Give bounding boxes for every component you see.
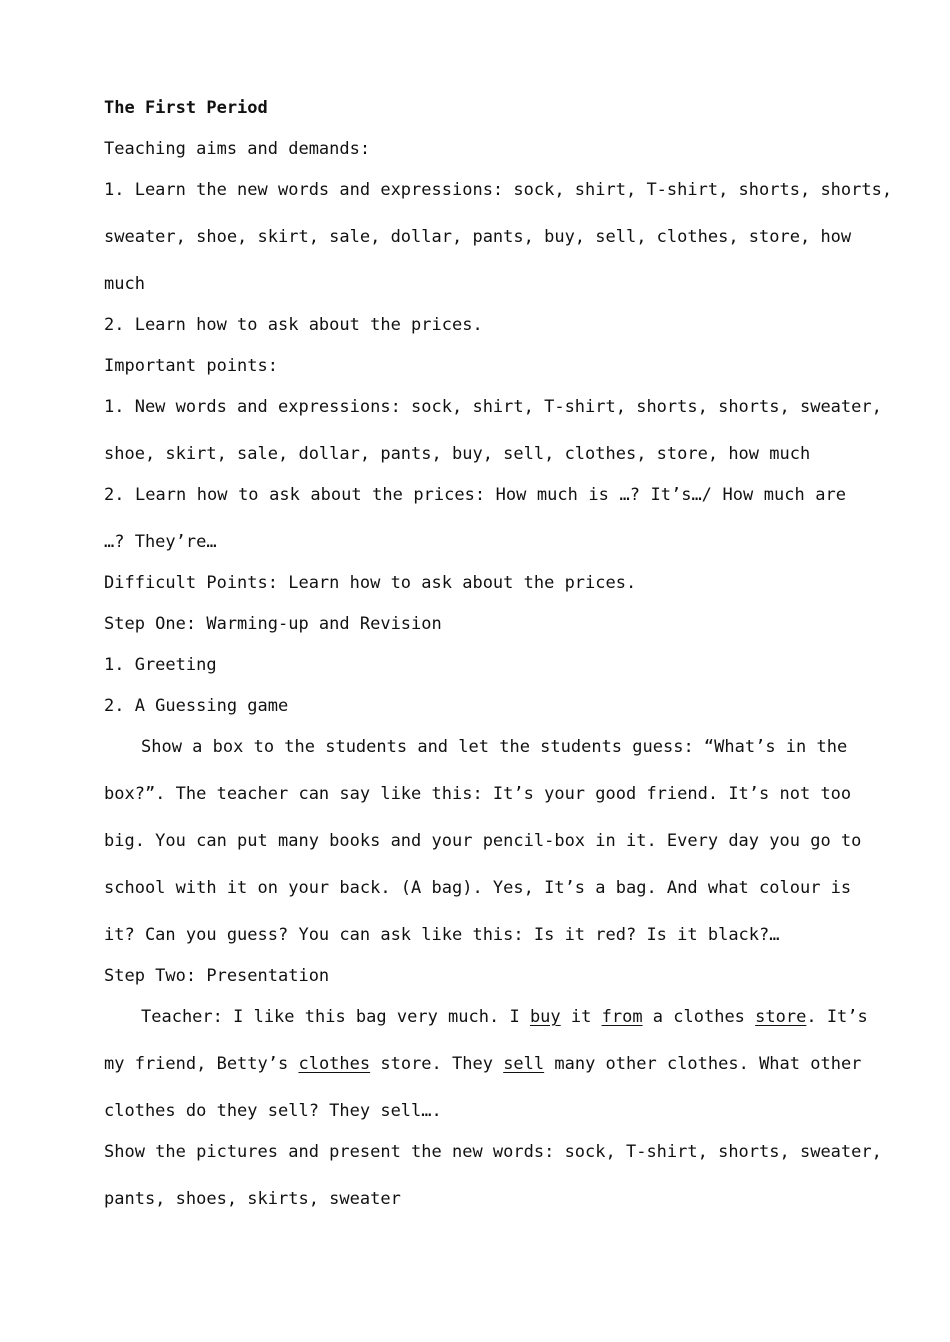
step-one-item-1: 1. Greeting xyxy=(104,655,217,675)
important-item-1-line-2: shoe, skirt, sale, dollar, pants, buy, sell, clothes, store, how much xyxy=(104,444,811,464)
guessing-paragraph-line-5: it? Can you guess? You can ask like this: Is it red? Is it black?… xyxy=(104,925,780,945)
aims-item-1-line-3: much xyxy=(104,274,145,294)
step-two-heading: Step Two: Presentation xyxy=(104,966,330,986)
show-pictures-line-1: Show the pictures and present the new words: sock, T-shirt, shorts, sweater, xyxy=(104,1142,882,1162)
document-title: The First Period xyxy=(104,98,268,118)
guessing-paragraph-line-2: box?”. The teacher can say like this: It’s your good friend. It’s not too xyxy=(104,784,852,804)
presentation-paragraph-line-2 xyxy=(104,1053,862,1075)
text-span: store. They xyxy=(370,1054,504,1074)
text-span: . It’s xyxy=(806,1007,868,1027)
presentation-paragraph-line-3: clothes do they sell? They sell…. xyxy=(104,1101,442,1121)
step-one-item-2: 2. A Guessing game xyxy=(104,696,289,716)
aims-item-1-line-2: sweater, shoe, skirt, sale, dollar, pants, buy, sell, clothes, store, how xyxy=(104,227,852,247)
important-item-1-line-1: 1. New words and expressions: sock, shirt, T-shirt, shorts, shorts, sweater, xyxy=(104,397,882,417)
underlined-word-store: store xyxy=(755,1007,807,1027)
text-span: many other clothes. What other xyxy=(544,1054,862,1074)
guessing-paragraph-line-3: big. You can put many books and your pencil-box in it. Every day you go to xyxy=(104,831,862,851)
aims-item-1-line-1: 1. Learn the new words and expressions: sock, shirt, T-shirt, shorts, shorts, xyxy=(104,180,893,200)
guessing-paragraph-line-4: school with it on your back. (A bag). Yes, It’s a bag. And what colour is xyxy=(104,878,852,898)
underlined-word-from: from xyxy=(601,1007,643,1027)
important-item-2-line-1: 2. Learn how to ask about the prices: How much is …? It’s…/ How much are xyxy=(104,485,846,505)
guessing-paragraph-line-1: Show a box to the students and let the students guess: “What’s in the xyxy=(141,737,848,757)
text-span: it xyxy=(560,1007,602,1027)
important-heading: Important points: xyxy=(104,356,278,376)
presentation-paragraph-line-1 xyxy=(104,1006,868,1028)
text-span: a clothes xyxy=(642,1007,756,1027)
text-span: my friend, Betty’s xyxy=(104,1054,299,1074)
show-pictures-line-2: pants, shoes, skirts, sweater xyxy=(104,1189,401,1209)
difficult-points: Difficult Points: Learn how to ask about the prices. xyxy=(104,573,637,593)
underlined-word-sell: sell xyxy=(503,1054,545,1074)
important-item-2-line-2: …? They’re… xyxy=(104,532,217,552)
aims-heading: Teaching aims and demands: xyxy=(104,139,371,159)
text-span: Teacher: I like this bag very much. I xyxy=(141,1007,530,1027)
aims-item-2: 2. Learn how to ask about the prices. xyxy=(104,315,483,335)
step-one-heading: Step One: Warming-up and Revision xyxy=(104,614,442,634)
underlined-word-clothes: clothes xyxy=(298,1054,371,1074)
underlined-word-buy: buy xyxy=(529,1007,561,1027)
